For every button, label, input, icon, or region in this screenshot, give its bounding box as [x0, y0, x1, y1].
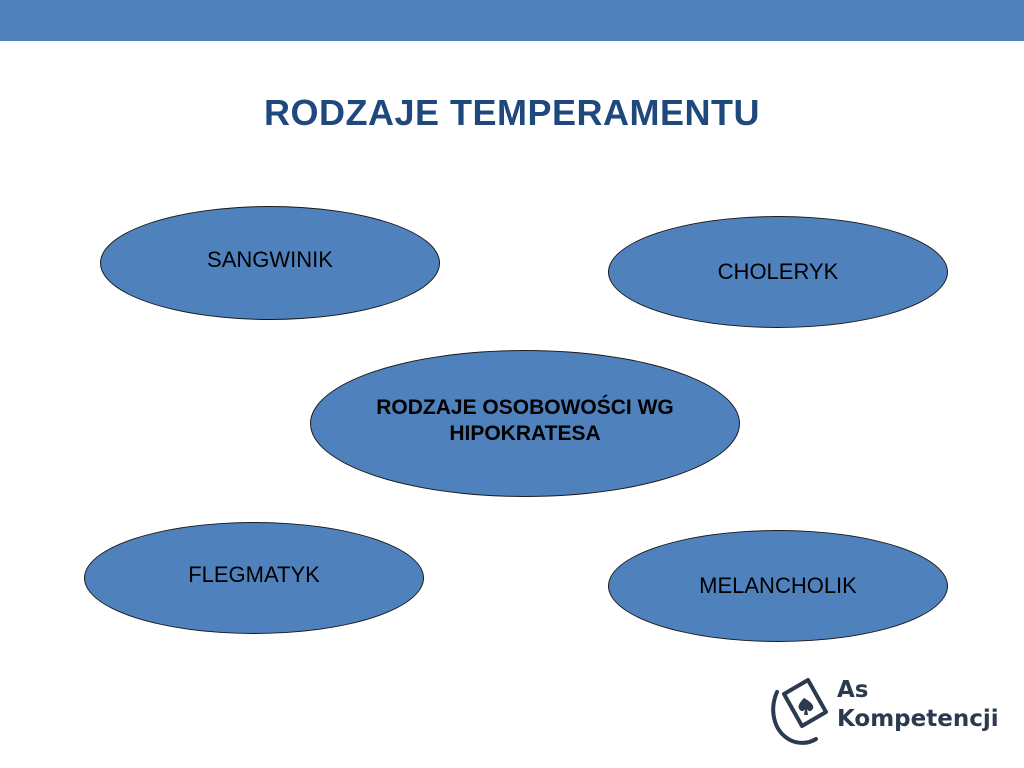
- top-accent-bar: [0, 0, 1024, 41]
- node-choleryk-label: CHOLERYK: [717, 258, 839, 284]
- node-flegmatyk: [84, 522, 424, 634]
- logo-text: [837, 676, 999, 734]
- node-choleryk: [608, 216, 948, 328]
- node-sangwinik: [100, 206, 440, 320]
- logo: [768, 672, 998, 748]
- node-melancholik-label: MELANCHOLIK: [699, 572, 857, 598]
- slide-title: RODZAJE TEMPERAMENTU: [263, 92, 761, 133]
- node-melancholik: [608, 530, 948, 642]
- node-center: [310, 350, 740, 497]
- node-center-label: RODZAJE OSOBOWOŚCI WG HIPOKRATESA: [376, 396, 674, 445]
- logo-line-1: As: [837, 677, 869, 703]
- spade-card-icon: [768, 672, 832, 748]
- logo-line-2: Kompetencji: [837, 706, 999, 732]
- node-sangwinik-label: SANGWINIK: [207, 246, 333, 272]
- node-flegmatyk-label: FLEGMATYK: [188, 561, 320, 587]
